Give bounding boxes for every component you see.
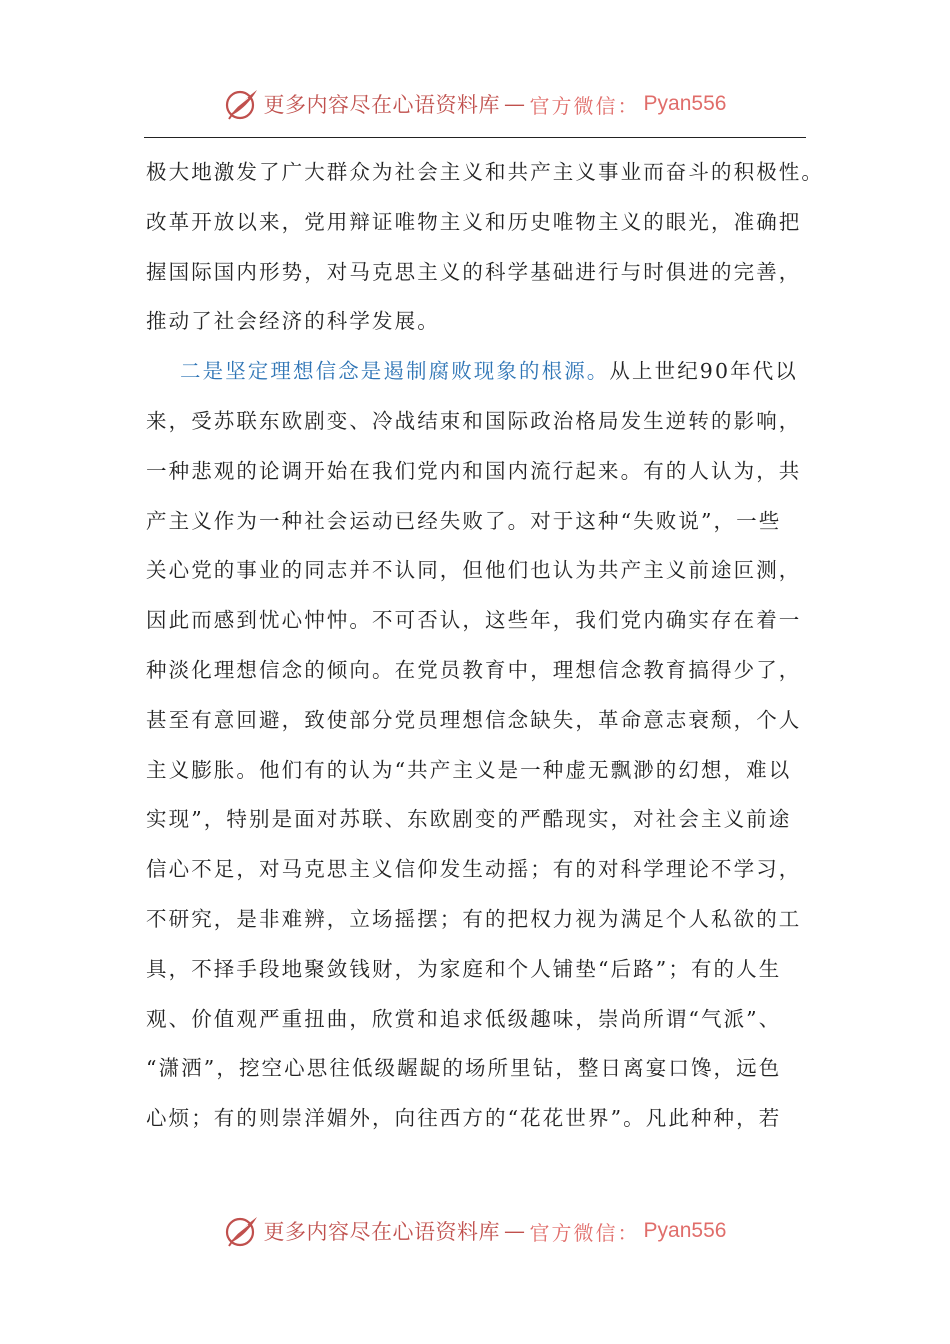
text-line: 一种悲观的论调开始在我们党内和国内流行起来。有的人认为，共: [146, 458, 802, 483]
header-brand: [224, 86, 727, 122]
text-line: [146, 347, 806, 397]
header-dash: —: [504, 92, 526, 116]
footer-brand: [224, 1213, 727, 1249]
paragraph-2: [146, 347, 806, 1144]
text-line: 关心党的事业的同志并不认同，但他们也认为共产主义前途叵测，: [146, 558, 802, 583]
text-line: 信心不足，对马克思主义信仰发生动摇；有的对科学理论不学习，: [146, 857, 802, 882]
text-line: 不研究，是非难辨，立场摇摆；有的把权力视为满足个人私欲的工: [146, 906, 802, 931]
text-line: 甚至有意回避，致使部分党员理想信念缺失，革命意志衰颓，个人: [146, 707, 802, 732]
document-body: [146, 148, 824, 1144]
footer-wechat-label: 官方微信：: [529, 1220, 640, 1245]
text-line: 产主义作为一种社会运动已经失败了。对于这种“失败说”，一些: [146, 508, 782, 533]
text-line: 握国际国内形势，对马克思主义的科学基础进行与时俱进的完善，: [146, 259, 802, 284]
text-line: 极大地激发了广大群众为社会主义和共产主义事业而奋斗的积极性。: [146, 160, 824, 184]
footer-wechat-id: Pyan556: [643, 1219, 727, 1242]
heading-line-rest: 从上世纪90年代以: [609, 359, 798, 384]
text-line: 因此而感到忧心忡忡。不可否认，这些年，我们党内确实存在着一: [146, 608, 802, 633]
footer-dash: —: [504, 1219, 526, 1243]
text-line: “潇洒”，挖空心思往低级龌龊的场所里钻，整日离宴口馋，远色: [146, 1056, 782, 1081]
text-line: 改革开放以来，党用辩证唯物主义和历史唯物主义的眼光，准确把: [146, 209, 802, 234]
footer-site-name: 更多内容尽在心语资料库: [263, 1220, 501, 1244]
header-site-name: 更多内容尽在心语资料库: [263, 93, 501, 117]
quill-logo-icon: [224, 1213, 260, 1249]
page-header: [0, 82, 950, 126]
page-footer: [0, 1209, 950, 1253]
header-divider: [144, 137, 806, 138]
text-line: 来，受苏联东欧剧变、冷战结束和国际政治格局发生逆转的影响，: [146, 408, 802, 433]
text-line: 具，不择手段地聚敛钱财，为家庭和个人铺垫“后路”；有的人生: [146, 956, 782, 981]
text-line: 心烦；有的则崇洋媚外，向往西方的“花花世界”。凡此种种，若: [146, 1106, 782, 1131]
header-wechat-label: 官方微信：: [529, 93, 640, 118]
text-line: 观、价值观严重扭曲，欣赏和追求低级趣味，崇尚所谓“气派”、: [146, 1006, 782, 1031]
text-line: 种淡化理想信念的倾向。在党员教育中，理想信念教育搞得少了，: [146, 657, 802, 682]
header-wechat-id: Pyan556: [643, 92, 727, 115]
paragraph-heading: 二是坚定理想信念是遏制腐败现象的根源。: [180, 359, 610, 384]
quill-logo-icon: [224, 86, 260, 122]
text-line: 推动了社会经济的科学发展。: [146, 309, 440, 334]
text-line: 主义膨胀。他们有的认为“共产主义是一种虚无飘渺的幻想，难以: [146, 757, 792, 782]
text-line: 实现”，特别是面对苏联、东欧剧变的严酷现实，对社会主义前途: [146, 807, 792, 832]
paragraph-1: [146, 148, 824, 347]
